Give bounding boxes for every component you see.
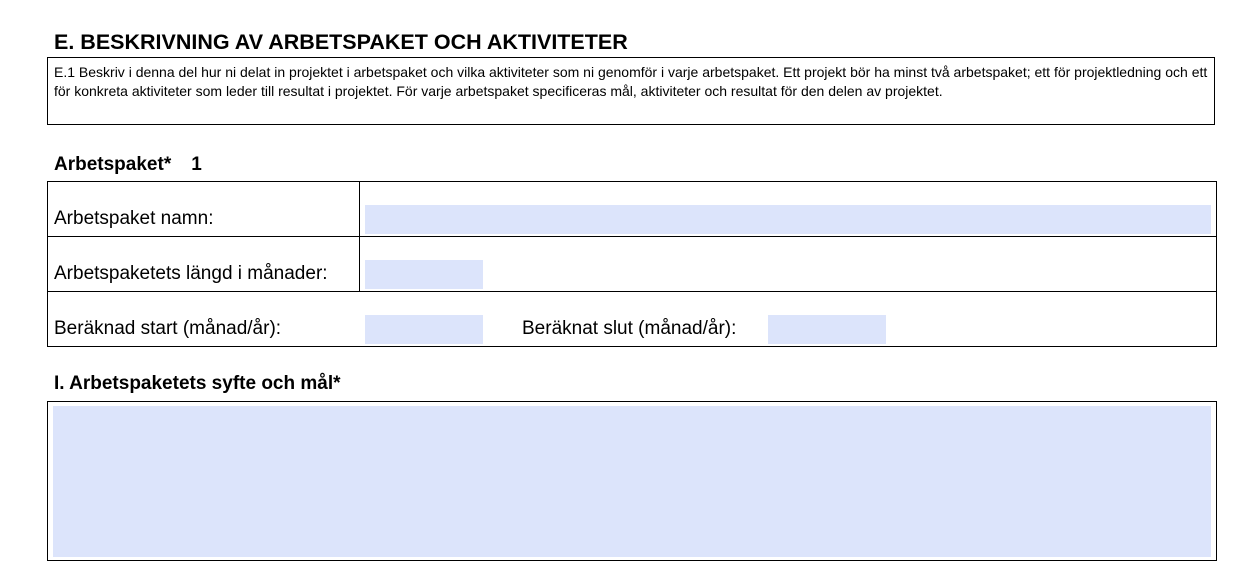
work-package-heading [54, 153, 202, 177]
estimated-start-label: Beräknad start (månad/år): [54, 318, 282, 339]
section-title: E. BESKRIVNING AV ARBETSPAKET OCH AKTIVITETER [54, 30, 628, 54]
table-row-divider [48, 291, 1216, 292]
purpose-heading: I. Arbetspaketets syfte och mål* [54, 373, 341, 394]
purpose-box [47, 401, 1217, 561]
work-package-name-label: Arbetspaket namn: [54, 208, 214, 229]
work-package-table [47, 181, 1217, 347]
work-package-name-input[interactable] [365, 205, 1211, 234]
estimated-end-input[interactable] [768, 315, 886, 344]
estimated-start-input[interactable] [365, 315, 483, 344]
section-description-box [47, 57, 1215, 125]
work-package-length-input[interactable] [365, 260, 483, 289]
work-package-number: 1 [191, 154, 202, 175]
purpose-textarea[interactable] [53, 406, 1211, 557]
estimated-end-label: Beräknat slut (månad/år): [522, 318, 737, 339]
table-row-divider [48, 236, 1216, 237]
work-package-heading-label: Arbetspaket* [54, 154, 172, 175]
table-column-divider [359, 182, 360, 292]
section-description: E.1 Beskriv i denna del hur ni delat in projektet i arbetspaket och vilka aktiviteter som ni genomför i varje arbetspaket. Ett projekt bör ha minst två arbetspaket; ett för projektledning och ett för konkreta aktiviteter som leder till resultat i projektet. För varje arbetspaket specificeras mål, aktiviteter och resultat för den delen av projektet. [54, 64, 1208, 99]
work-package-length-label: Arbetspaketets längd i månader: [54, 263, 328, 284]
